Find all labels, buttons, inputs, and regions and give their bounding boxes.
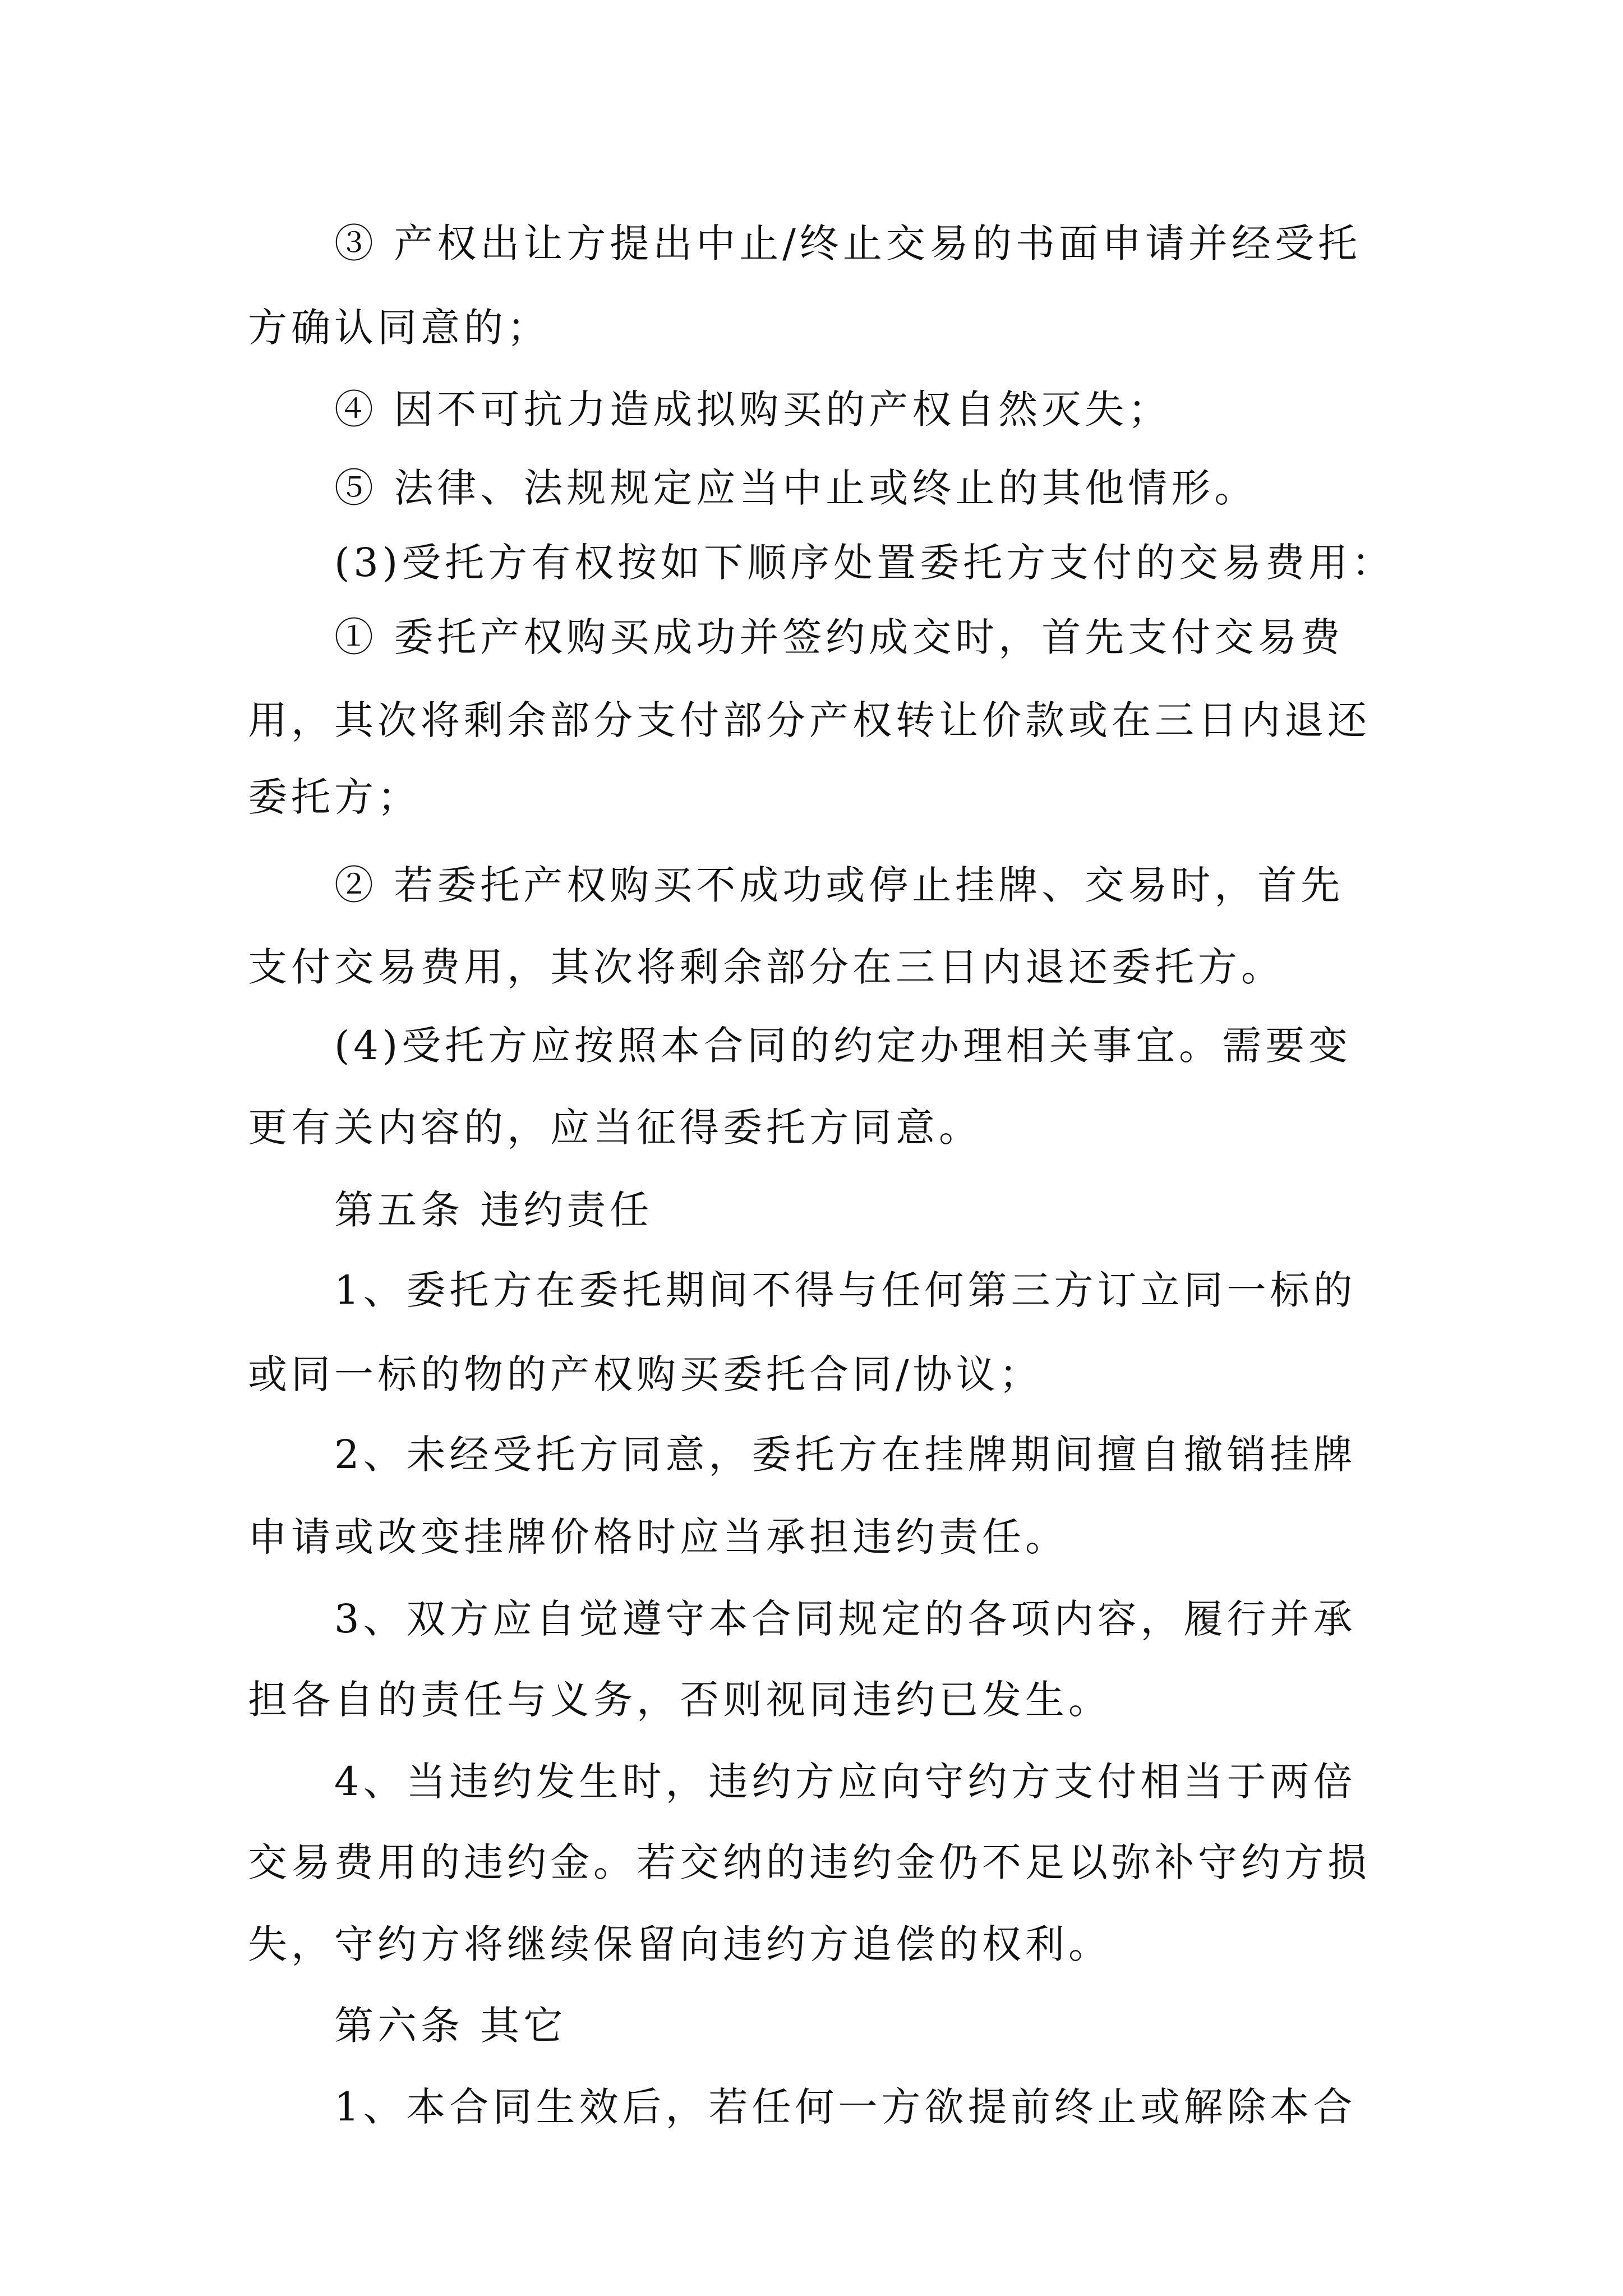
text-line: (3)受托方有权按如下顺序处置委托方支付的交易费用： (334, 540, 1395, 586)
text-line: 失，守约方将继续保留向违约方追偿的权利。 (248, 1921, 1112, 1967)
text-line: 1、本合同生效后，若任何一方欲提前终止或解除本合 (334, 2084, 1357, 2130)
text-line: 或同一标的物的产权购买委托合同/协议； (248, 1351, 1043, 1397)
text-line: ③ 产权出让方提出中止/终止交易的书面申请并经受托 (334, 220, 1361, 266)
text-line: 交易费用的违约金。若交纳的违约金仍不足以弥补守约方损 (248, 1839, 1371, 1885)
text-line: ④ 因不可抗力造成拟购买的产权自然灭失； (334, 386, 1172, 432)
text-line: 担各自的责任与义务，否则视同违约已发生。 (248, 1677, 1112, 1723)
text-line: 更有关内容的，应当征得委托方同意。 (248, 1105, 982, 1151)
text-line: 支付交易费用，其次将剩余部分在三日内退还委托方。 (248, 944, 1284, 990)
text-line: ⑤ 法律、法规规定应当中止或终止的其他情形。 (334, 465, 1258, 511)
text-line: ② 若委托产权购买不成功或停止挂牌、交易时，首先 (334, 862, 1344, 908)
text-line: ① 委托产权购买成功并签约成交时，首先支付交易费 (334, 614, 1344, 660)
section-heading: 第六条 其它 (334, 2003, 567, 2049)
text-line: 委托方； (248, 774, 421, 820)
text-line: 4、当违约发生时，违约方应向守约方支付相当于两倍 (334, 1759, 1357, 1805)
text-line: (4)受托方应按照本合同的约定办理相关事宜。需要变 (334, 1023, 1352, 1069)
text-line: 2、未经受托方同意，委托方在挂牌期间擅自撤销挂牌 (334, 1432, 1357, 1478)
text-line: 1、委托方在委托期间不得与任何第三方订立同一标的 (334, 1267, 1357, 1313)
text-line: 3、双方应自觉遵守本合同规定的各项内容，履行并承 (334, 1596, 1357, 1642)
section-heading: 第五条 违约责任 (334, 1187, 653, 1233)
text-line: 用，其次将剩余部分支付部分产权转让价款或在三日内退还 (248, 697, 1371, 743)
text-line: 申请或改变挂牌价格时应当承担违约责任。 (248, 1514, 1068, 1560)
text-line: 方确认同意的； (248, 305, 550, 351)
